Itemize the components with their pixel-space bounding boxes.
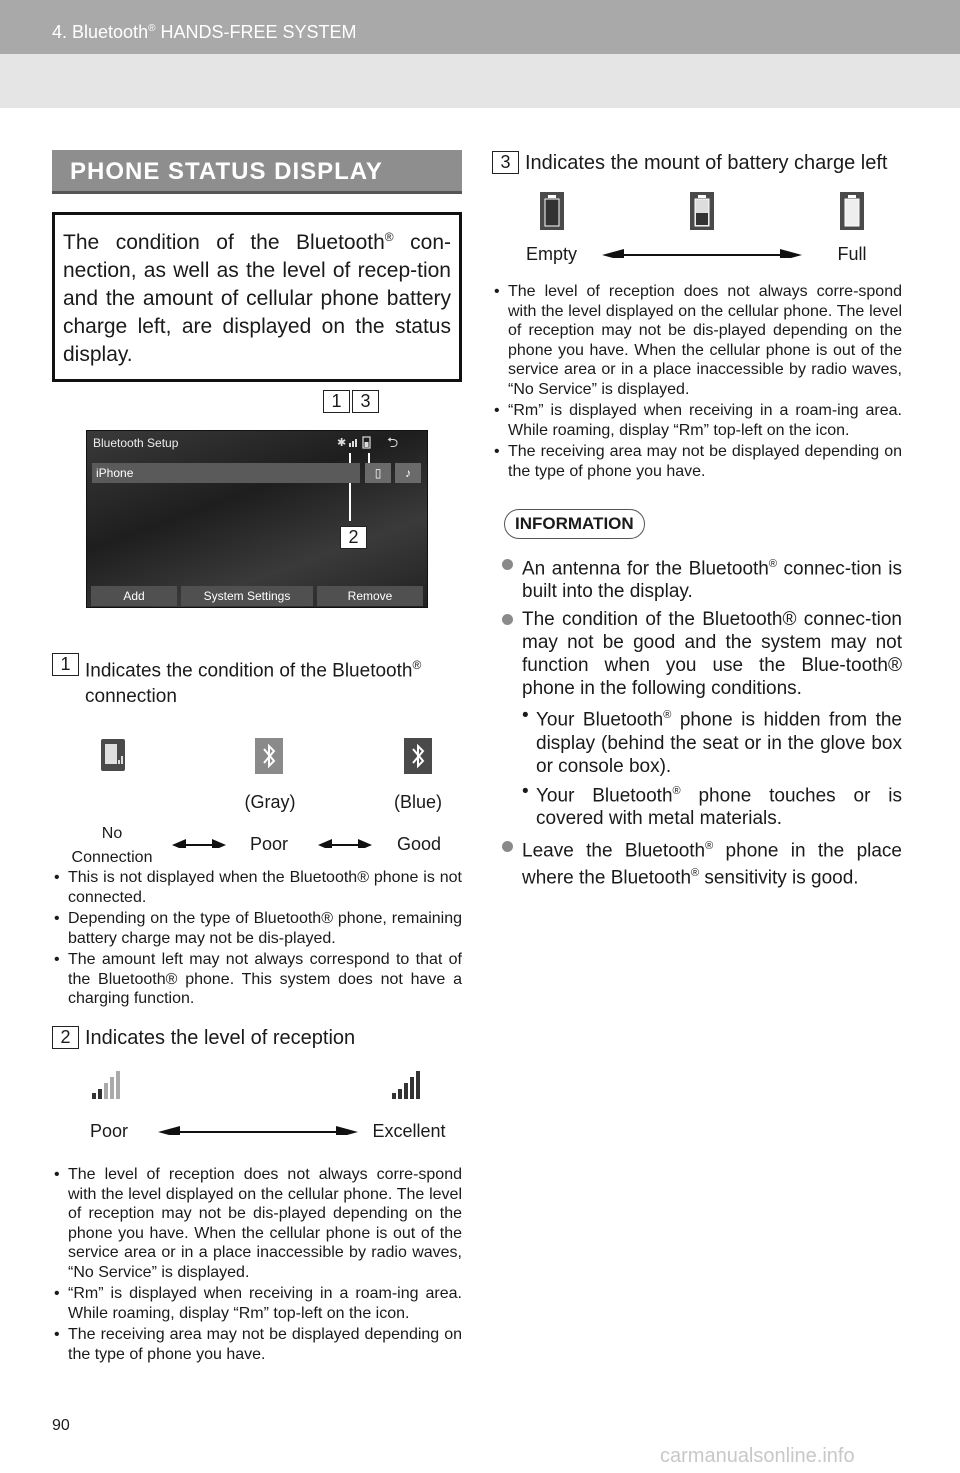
item-3-bullets xyxy=(492,282,902,481)
screen-illustration xyxy=(52,150,462,620)
phone-button[interactable]: ▯ xyxy=(365,463,391,483)
information-label: INFORMATION xyxy=(504,509,645,539)
right-column xyxy=(492,150,902,895)
item-1-title-text: Indicates the condition of the Bluetooth xyxy=(85,660,413,682)
list-item: • The amount left may not always correspond to that of the Bluetooth® phone. This system does not have a charging function. xyxy=(52,950,462,1009)
info-1-b: connec-tion is built into the display. xyxy=(522,558,902,603)
device-row[interactable]: iPhone xyxy=(92,463,360,483)
list-item xyxy=(502,835,902,890)
watermark: carmanualsonline.info xyxy=(660,1445,855,1467)
list-item xyxy=(502,553,902,603)
info-sub-2-b: phone touches or is covered with metal materials. xyxy=(536,784,902,829)
item-1-heading xyxy=(52,652,462,710)
page-header xyxy=(0,0,960,108)
item-3-number: 3 xyxy=(492,151,519,174)
poor-label: Poor xyxy=(249,834,289,855)
callout-3: 3 xyxy=(352,390,379,413)
item-1-title-text-2: connection xyxy=(85,686,177,708)
phone-no-connection-icon xyxy=(100,738,126,772)
reception-scale xyxy=(52,1067,462,1157)
list-item: • Depending on the type of Bluetooth® phone, remaining battery charge may not be dis-played. xyxy=(52,909,462,948)
list-item: • The receiving area may not be displayed depending on the type of phone you have. xyxy=(52,1325,462,1364)
status-icons xyxy=(337,434,377,450)
item-1-title xyxy=(85,652,462,710)
item-2-number: 2 xyxy=(52,1026,79,1049)
display-screen xyxy=(86,430,428,608)
list-item xyxy=(502,608,902,830)
left-column xyxy=(52,150,462,1363)
info-1-reg: ® xyxy=(768,558,777,570)
bluetooth-blue-icon xyxy=(404,738,432,774)
list-item xyxy=(522,780,902,830)
intro-text-2: con-nection, as well as the level of recep-tion and the amount of cellular phone battery charge left, are displayed on the status display. xyxy=(63,231,451,366)
info-sub-2-a: Your Bluetooth xyxy=(536,784,673,806)
information-sublist xyxy=(522,704,902,830)
signal-poor-icon xyxy=(88,1067,124,1103)
remove-button[interactable]: Remove xyxy=(317,586,423,606)
excellent-label: Excellent xyxy=(372,1121,446,1141)
back-icon[interactable]: ⮌ xyxy=(387,434,399,450)
bluetooth-gray-icon xyxy=(255,738,283,774)
signal-excellent-icon xyxy=(388,1067,424,1103)
item-2-title: Indicates the level of reception xyxy=(85,1027,356,1049)
info-1-a: An antenna for the Bluetooth xyxy=(522,558,769,580)
information-list xyxy=(492,553,902,890)
item-1-reg: ® xyxy=(412,658,422,672)
info-3-b: phone in the place where the Bluetooth xyxy=(522,840,902,889)
chapter-title xyxy=(0,0,960,54)
battery-half-icon xyxy=(690,192,714,230)
item-1 xyxy=(52,652,462,1011)
callout-line-3 xyxy=(368,453,370,463)
chapter-title-reg: ® xyxy=(148,23,156,34)
battery-full-icon xyxy=(840,192,864,230)
callout-2: 2 xyxy=(340,526,367,549)
item-2 xyxy=(52,1025,462,1366)
add-button[interactable]: Add xyxy=(91,586,177,606)
blue-label: (Blue) xyxy=(393,792,442,813)
screen-title: Bluetooth Setup xyxy=(93,436,179,450)
chapter-title-prefix: 4. Bluetooth xyxy=(52,22,149,42)
no-connection-label-1: No xyxy=(101,825,123,843)
list-item xyxy=(522,704,902,777)
connection-scale xyxy=(52,726,462,867)
intro-text-1: The condition of the Bluetooth xyxy=(63,231,385,254)
callout-1: 1 xyxy=(323,390,350,413)
info-2: The condition of the Bluetooth® connec-tion may not be good and the system may not function when you use the Blue-tooth® phone in the following conditions. xyxy=(522,609,902,700)
info-sub-2-reg: ® xyxy=(672,784,681,797)
item-2-heading xyxy=(52,1025,462,1051)
list-item: • The level of reception does not always corre-spond with the level displayed on the cellular phone. The level of reception may not be dis-played depending on the phone you have. When the cellular phone is out of the service area or in a place inaccessible by radio waves, “No Service” is displayed. xyxy=(52,1165,462,1282)
page-number: 90 xyxy=(52,1417,70,1434)
no-connection-label xyxy=(62,822,162,870)
chapter-title-suffix: HANDS-FREE SYSTEM xyxy=(155,22,357,42)
list-item: • The receiving area may not be displayed depending on the type of phone you have. xyxy=(492,442,902,481)
arrow-poor-excellent xyxy=(158,1125,358,1135)
item-1-bullets xyxy=(52,868,462,1009)
item-2-bullets xyxy=(52,1165,462,1364)
intro-reg: ® xyxy=(384,230,394,244)
list-item: • “Rm” is displayed when receiving in a roam-ing area. While roaming, display “Rm” top-left on the icon. xyxy=(52,1284,462,1323)
svg-text:✱: ✱ xyxy=(337,436,347,449)
arrow-poor-good xyxy=(318,838,372,848)
system-settings-button[interactable]: System Settings xyxy=(181,586,313,606)
item-3-heading xyxy=(492,150,902,176)
list-item: • The level of reception does not always corre-spond with the level displayed on the cellular phone. The level of reception may not be dis-played depending on the phone you have. When the cellular phone is out of the service area or in a place inaccessible by radio waves, “No Service” is displayed. xyxy=(492,282,902,399)
battery-empty-icon xyxy=(540,192,564,230)
gray-label: (Gray) xyxy=(244,792,296,813)
good-label: Good xyxy=(396,834,442,855)
info-3-c: sensitivity is good. xyxy=(699,867,859,889)
full-label: Full xyxy=(837,244,867,264)
info-3-reg2: ® xyxy=(691,867,700,880)
list-item: • “Rm” is displayed when receiving in a roam-ing area. While roaming, display “Rm” top-left on the icon. xyxy=(492,401,902,440)
info-sub-1-b: phone is hidden from the display (behind the seat or in the glove box or console box). xyxy=(536,709,902,777)
information-box xyxy=(492,509,902,890)
info-3-reg: ® xyxy=(705,839,714,852)
no-connection-label-2: Connection xyxy=(71,849,153,867)
section-heading: PHONE STATUS DISPLAY xyxy=(52,150,462,194)
list-item: • This is not displayed when the Bluetooth® phone is not connected. xyxy=(52,868,462,907)
item-1-number: 1 xyxy=(52,653,79,676)
battery-scale xyxy=(492,192,902,282)
empty-label: Empty xyxy=(525,244,577,264)
music-button[interactable]: ♪ xyxy=(395,463,421,483)
poor-label: Poor xyxy=(89,1121,129,1141)
arrow-empty-full xyxy=(602,248,802,258)
item-3-title: Indicates the mount of battery charge left xyxy=(525,152,888,174)
arrow-none-poor xyxy=(172,838,226,848)
info-sub-1-a: Your Bluetooth xyxy=(536,709,664,731)
info-sub-1-reg: ® xyxy=(663,709,672,722)
info-3-a: Leave the Bluetooth xyxy=(522,840,706,862)
